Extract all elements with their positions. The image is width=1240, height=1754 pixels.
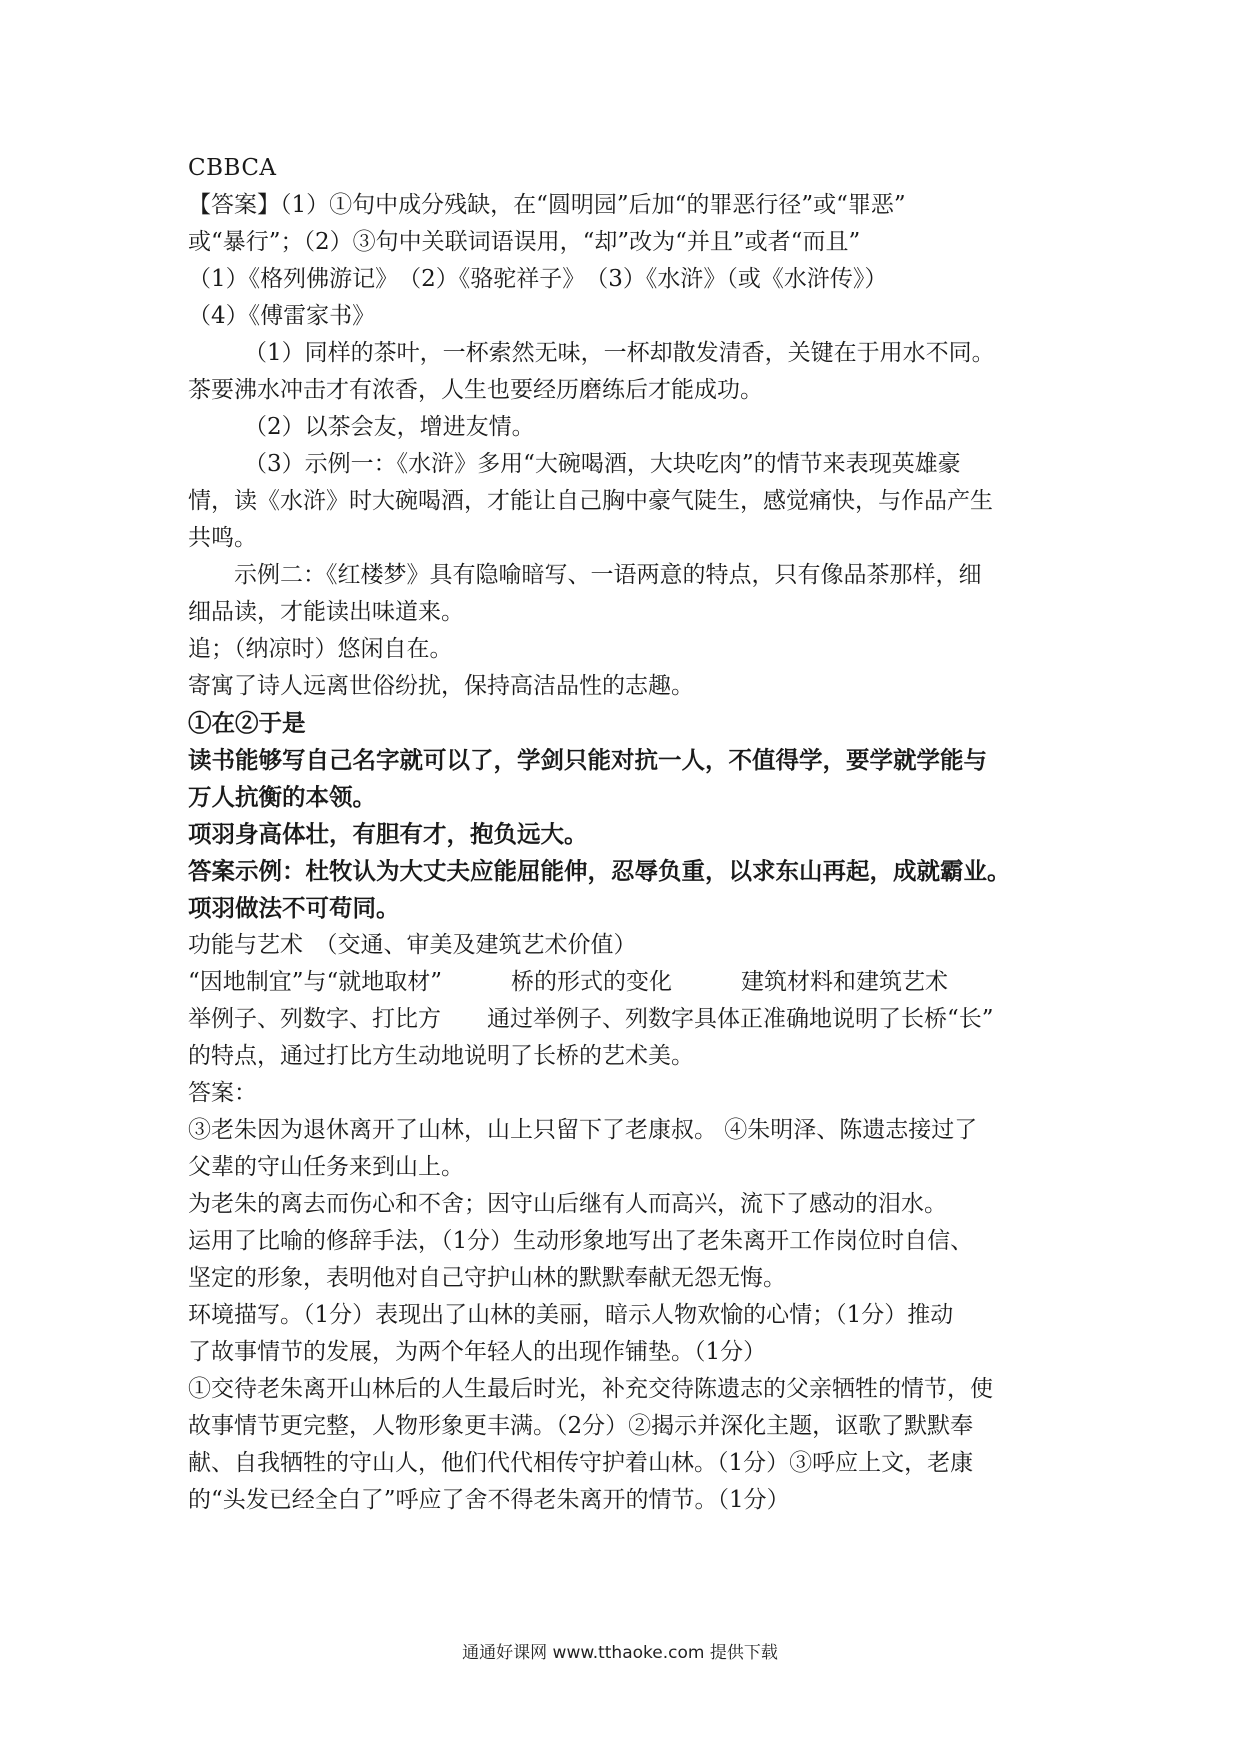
answer-line: 细品读，才能读出味道来。 bbox=[188, 599, 464, 625]
answer-line: “因地制宜”与“就地取材” 桥的形式的变化 建筑材料和建筑艺术 bbox=[188, 969, 949, 995]
answer-line-bold: 答案示例：杜牧认为大丈夫应能屈能伸，忍辱负重，以求东山再起，成就霸业。 bbox=[188, 857, 1011, 885]
answer-content bbox=[188, 150, 1066, 1519]
answer-line: 功能与艺术 （交通、审美及建筑艺术价值） bbox=[188, 932, 637, 958]
answer-line: 情，读《水浒》时大碗喝酒，才能让自己胸中豪气陡生，感觉痛快，与作品产生 bbox=[188, 488, 993, 514]
answer-line: 茶要沸水冲击才有浓香，人生也要经历磨练后才能成功。 bbox=[188, 377, 763, 403]
answer-line: 的“头发已经全白了”呼应了舍不得老朱离开的情节。（1分） bbox=[188, 1487, 790, 1513]
answer-line: 寄寓了诗人远离世俗纷扰，保持高洁品性的志趣。 bbox=[188, 673, 694, 699]
answer-line: 答案： bbox=[188, 1080, 257, 1106]
answer-line: 故事情节更完整，人物形象更丰满。（2分）②揭示并深化主题，讴歌了默默奉 bbox=[188, 1413, 974, 1439]
answer-line: 运用了比喻的修辞手法，（1分）生动形象地写出了老朱离开工作岗位时自信、 bbox=[188, 1228, 974, 1254]
answer-line: 举例子、列数字、打比方 通过举例子、列数字具体正准确地说明了长桥“长” bbox=[188, 1006, 994, 1032]
answer-line: 【答案】（1）①句中成分残缺，在“圆明园”后加“的罪恶行径”或“罪恶” bbox=[188, 192, 906, 218]
answer-line-bold: ①在②于是 bbox=[188, 709, 306, 737]
answer-line-bold: 项羽做法不可苟同。 bbox=[188, 894, 400, 922]
answer-line: （2）以茶会友，增进友情。 bbox=[244, 414, 535, 440]
answer-line: 追；（纳凉时）悠闲自在。 bbox=[188, 636, 453, 662]
answer-line: 的特点，通过打比方生动地说明了长桥的艺术美。 bbox=[188, 1043, 694, 1069]
answer-line-bold: 读书能够写自己名字就可以了，学剑只能对抗一人，不值得学，要学就学能与 bbox=[188, 746, 987, 774]
answer-line: ③老朱因为退休离开了山林，山上只留下了老康叔。 ④朱明泽、陈遗志接过了 bbox=[188, 1117, 978, 1143]
answer-line: 献、自我牺牲的守山人，他们代代相传守护着山林。（1分）③呼应上文，老康 bbox=[188, 1450, 974, 1476]
answer-line: 为老朱的离去而伤心和不舍；因守山后继有人而高兴，流下了感动的泪水。 bbox=[188, 1191, 947, 1217]
answer-line: 环境描写。（1分）表现出了山林的美丽，暗示人物欢愉的心情；（1分）推动 bbox=[188, 1302, 954, 1328]
answer-line: 共鸣。 bbox=[188, 525, 257, 551]
answer-line: 了故事情节的发展，为两个年轻人的出现作铺垫。（1分） bbox=[188, 1339, 767, 1365]
answer-line: 父辈的守山任务来到山上。 bbox=[188, 1154, 464, 1180]
answer-line-bold: 项羽身高体壮，有胆有才，抱负远大。 bbox=[188, 820, 588, 848]
answer-line-bold: 万人抗衡的本领。 bbox=[188, 783, 376, 811]
answer-line: （4）《傅雷家书》 bbox=[188, 303, 376, 329]
answer-line: 或“暴行”；（2）③句中关联词语误用，“却”改为“并且”或者“而且” bbox=[188, 229, 861, 255]
page-footer: 通通好课网 www.tthaoke.com 提供下载 bbox=[462, 1643, 778, 1663]
answer-line: ①交待老朱离开山林后的人生最后时光，补充交待陈遗志的父亲牺牲的情节，使 bbox=[188, 1376, 993, 1402]
answer-line: 坚定的形象，表明他对自己守护山林的默默奉献无怨无悔。 bbox=[188, 1265, 786, 1291]
answer-line: （1）《格列佛游记》 （2）《骆驼祥子》 （3）《水浒》（或《水浒传》） bbox=[188, 266, 888, 292]
answer-line: CBBCA bbox=[188, 155, 277, 181]
answer-line: （3）示例一：《水浒》多用“大碗喝酒，大块吃肉”的情节来表现英雄豪 bbox=[244, 451, 961, 477]
answer-line: 示例二：《红楼梦》具有隐喻暗写、一语两意的特点，只有像品茶那样，细 bbox=[234, 562, 982, 588]
answer-line: （1）同样的茶叶，一杯索然无味，一杯却散发清香，关键在于用水不同。 bbox=[244, 340, 995, 366]
